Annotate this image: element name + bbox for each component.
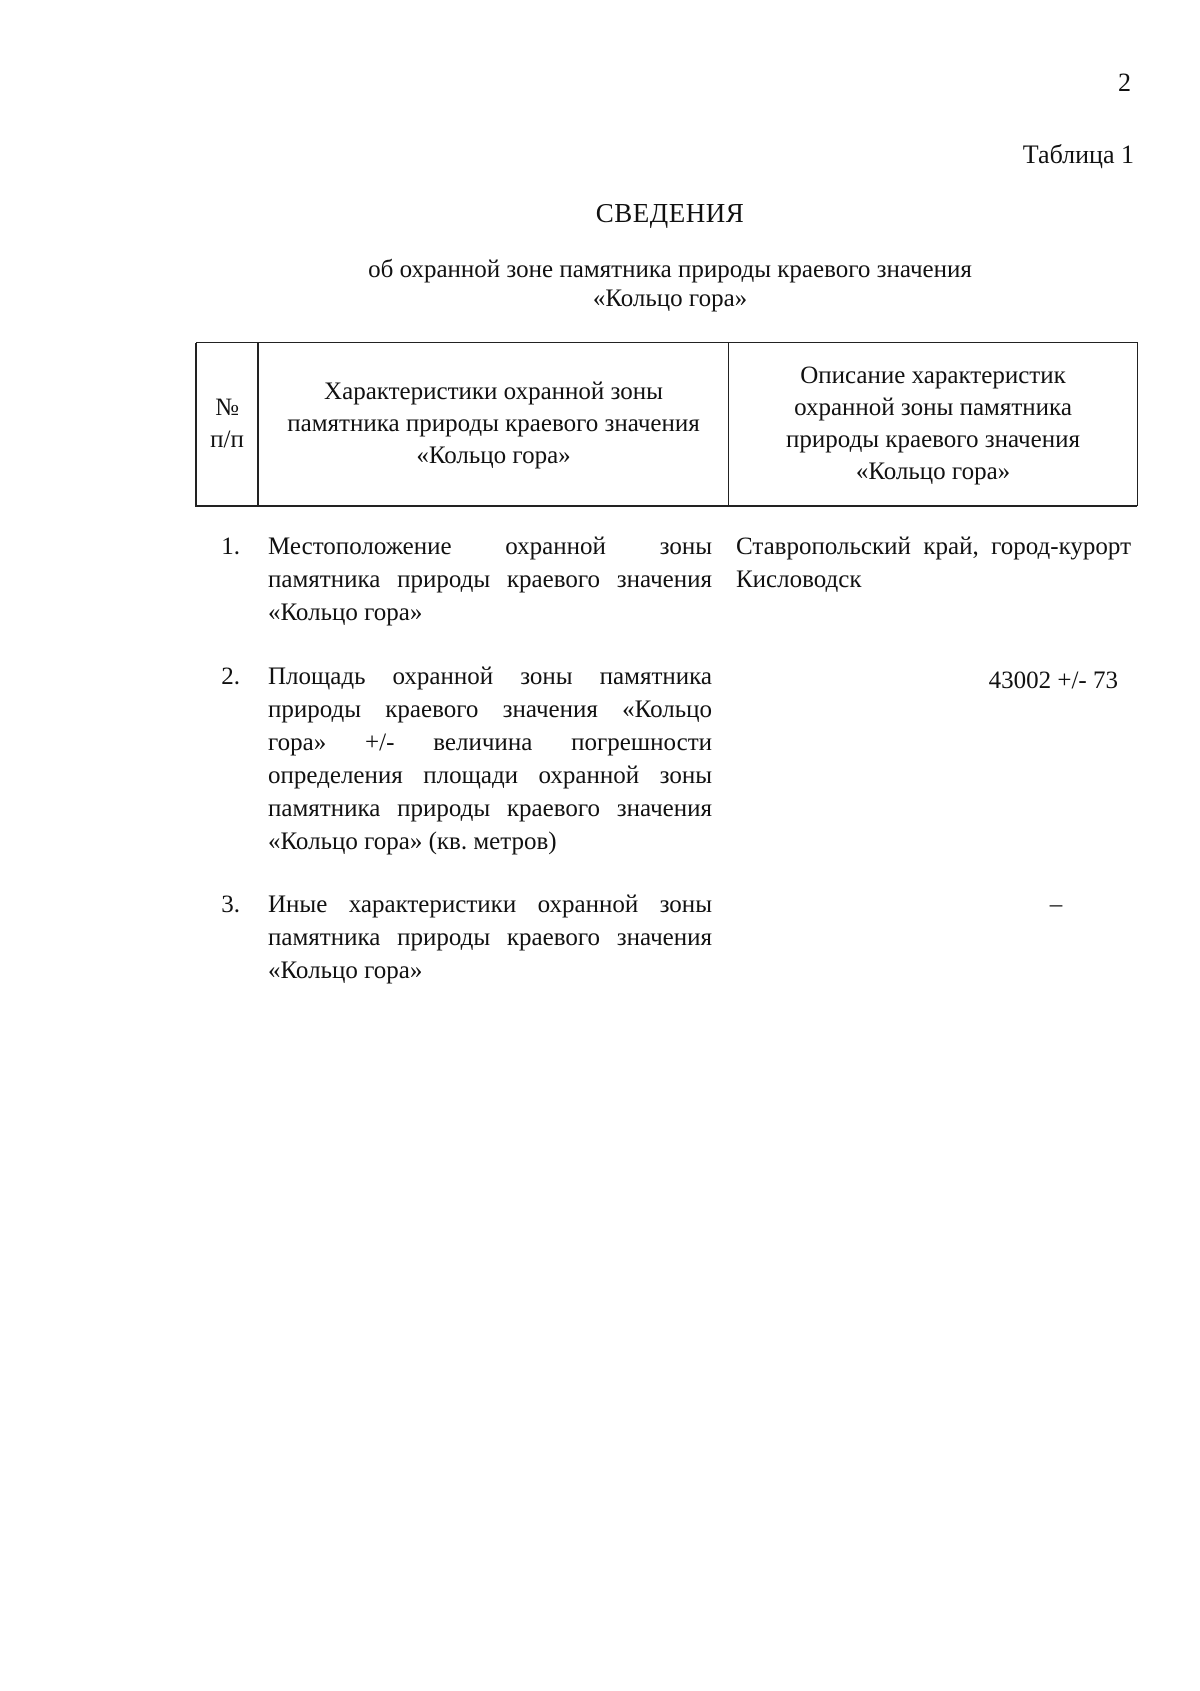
row-number: 1. [221, 533, 240, 560]
page-number: 2 [1118, 68, 1131, 97]
row-characteristic: Площадь охранной зоны памятника природы краевого значения «Кольцо гора» +/- величина погрешности определения площади охранной зоны памятника природы краевого значения «Кольцо гора» (кв. метров) [268, 663, 712, 855]
row-description: – [1049, 891, 1063, 918]
row-number: 3. [221, 891, 240, 918]
header-characteristics: Характеристики охранной зоны памятника природы краевого значения «Кольцо гора» [259, 343, 729, 505]
document-title: СВЕДЕНИЯ [595, 198, 745, 228]
header-number [197, 343, 259, 505]
row-number: 2. [221, 663, 240, 690]
header-description: Описание характеристик охранной зоны памятника природы краевого значения «Кольцо гора» [786, 362, 1080, 485]
header-number-symbol: № [215, 394, 239, 421]
table-header [196, 342, 1138, 506]
row-characteristic: Местоположение охранной зоны памятника природы краевого значения «Кольцо гора» [268, 533, 712, 626]
row-characteristic: Иные характеристики охранной зоны памятника природы краевого значения «Кольцо гора» [268, 891, 712, 984]
header-number-abbrev: п/п [210, 426, 244, 453]
row-description: Ставропольский край, город-курорт Кисловодск [736, 533, 1131, 593]
subtitle-line-1: об охранной зоне памятника природы краевого значения [368, 256, 972, 283]
table-label: Таблица 1 [1022, 140, 1134, 169]
subtitle-line-2: «Кольцо гора» [592, 285, 748, 312]
row-description: 43002 +/- 73 [988, 667, 1118, 694]
document-subtitle [0, 255, 1200, 313]
